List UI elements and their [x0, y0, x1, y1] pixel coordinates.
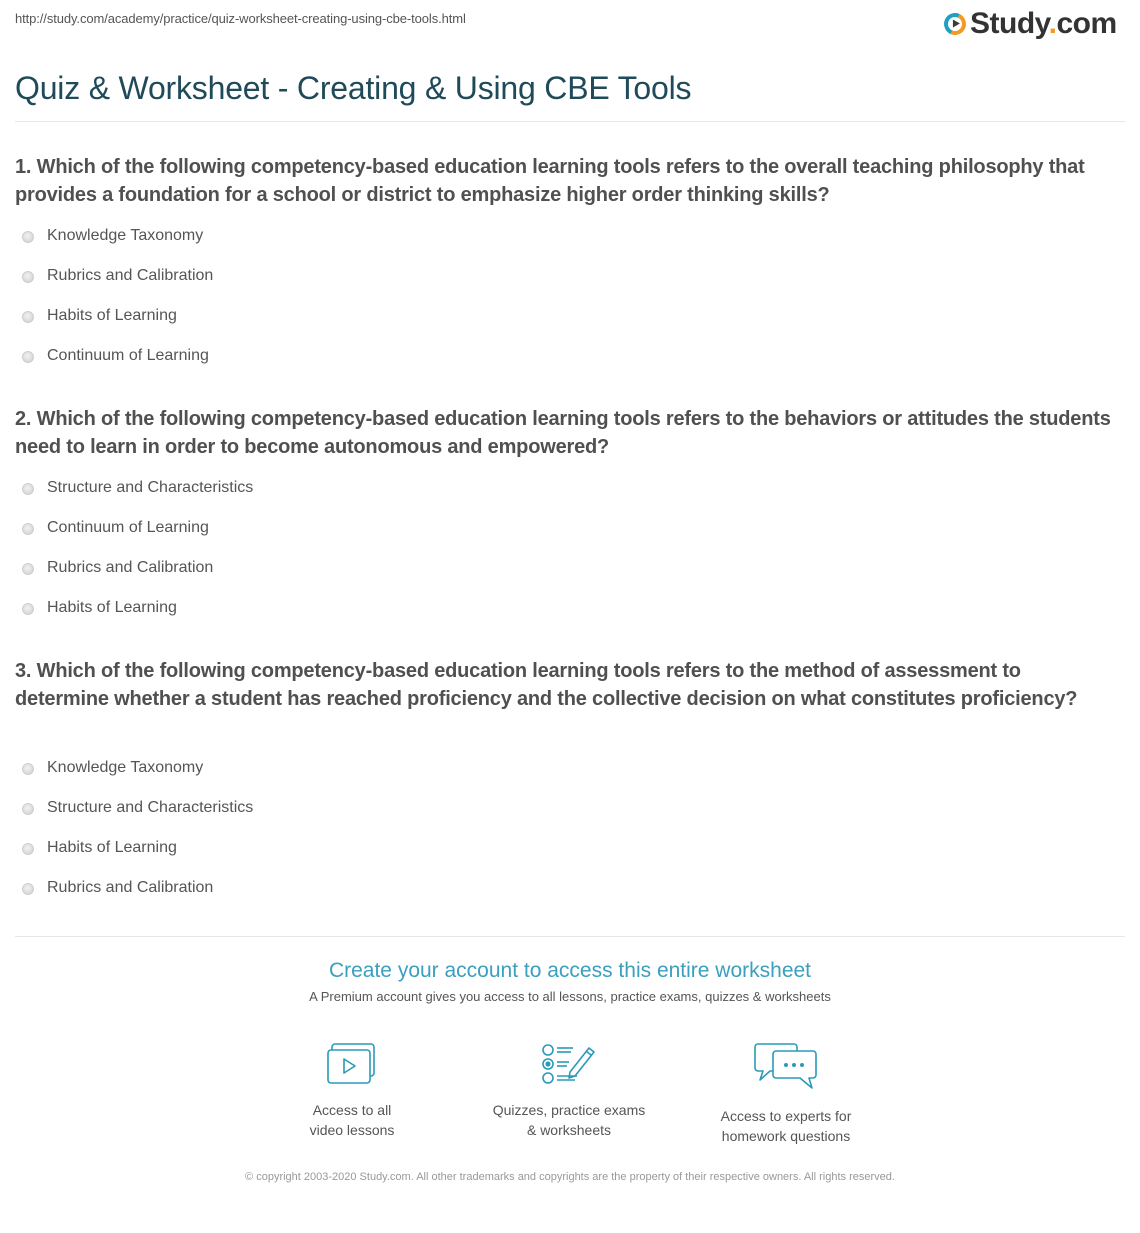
radio-button[interactable] — [22, 563, 34, 575]
cta-divider — [15, 936, 1125, 937]
answer-option[interactable] — [22, 748, 253, 788]
question-2-text: 2. Which of the following competency-based education learning tools refers to the behaviors or attitudes the students need to learn in order to become autonomous and empowered? — [15, 408, 1111, 458]
radio-button[interactable] — [22, 803, 34, 815]
feature-label: Access to all video lessons — [309, 1102, 395, 1138]
answer-option[interactable] — [22, 296, 213, 336]
answer-option[interactable] — [22, 336, 213, 376]
question-2-options — [22, 478, 253, 638]
option-label: Rubrics and Calibration — [47, 879, 214, 896]
option-label: Knowledge Taxonomy — [47, 759, 204, 776]
copyright-notice: © copyright 2003-2020 Study.com. All other trademarks and copyrights are the property of their respective owners. All rights reserved. — [245, 1171, 895, 1183]
feature-video-lessons — [252, 1042, 452, 1140]
answer-option[interactable] — [22, 216, 213, 256]
option-label: Continuum of Learning — [47, 347, 209, 364]
option-label: Rubrics and Calibration — [47, 267, 214, 284]
video-lessons-icon — [326, 1042, 378, 1086]
option-label: Habits of Learning — [47, 307, 177, 324]
feature-experts — [686, 1042, 886, 1146]
feature-quizzes — [469, 1042, 669, 1140]
study-com-logo[interactable] — [944, 9, 1117, 39]
option-label: Habits of Learning — [47, 599, 177, 616]
radio-button[interactable] — [22, 311, 34, 323]
question-1-options — [22, 226, 213, 386]
radio-button[interactable] — [22, 231, 34, 243]
chat-bubbles-icon — [754, 1042, 818, 1092]
quiz-checklist-icon — [541, 1042, 597, 1086]
answer-option[interactable] — [22, 588, 253, 628]
radio-button[interactable] — [22, 483, 34, 495]
question-3-options — [22, 758, 253, 918]
radio-button[interactable] — [22, 763, 34, 775]
option-label: Knowledge Taxonomy — [47, 227, 204, 244]
page-url: http://study.com/academy/practice/quiz-worksheet-creating-using-cbe-tools.html — [15, 11, 466, 26]
answer-option[interactable] — [22, 788, 253, 828]
answer-option[interactable] — [22, 548, 253, 588]
question-1-text: 1. Which of the following competency-based education learning tools refers to the overall teaching philosophy that provides a foundation for a school or district to emphasize higher order thinking skills? — [15, 156, 1085, 206]
answer-option[interactable] — [22, 256, 213, 296]
radio-button[interactable] — [22, 351, 34, 363]
answer-option[interactable] — [22, 468, 253, 508]
feature-label: Quizzes, practice exams & worksheets — [492, 1102, 646, 1138]
option-label: Rubrics and Calibration — [47, 559, 214, 576]
radio-button[interactable] — [22, 843, 34, 855]
option-label: Structure and Characteristics — [47, 479, 254, 496]
radio-button[interactable] — [22, 883, 34, 895]
page-title: Quiz & Worksheet - Creating & Using CBE Tools — [15, 70, 692, 106]
cta-subtitle: A Premium account gives you access to all lessons, practice exams, quizzes & worksheets — [309, 989, 831, 1004]
feature-label: Access to experts for homework questions — [720, 1108, 852, 1144]
radio-button[interactable] — [22, 523, 34, 535]
title-divider — [15, 121, 1125, 122]
radio-button[interactable] — [22, 271, 34, 283]
answer-option[interactable] — [22, 828, 253, 868]
radio-button[interactable] — [22, 603, 34, 615]
answer-option[interactable] — [22, 508, 253, 548]
option-label: Habits of Learning — [47, 839, 177, 856]
option-label: Continuum of Learning — [47, 519, 209, 536]
option-label: Structure and Characteristics — [47, 799, 254, 816]
play-circle-icon — [941, 10, 969, 38]
create-account-link[interactable]: Create your account to access this entire worksheet — [328, 959, 812, 982]
answer-option[interactable] — [22, 868, 253, 908]
logo-text: Study.com — [970, 7, 1117, 40]
question-3-text: 3. Which of the following competency-based education learning tools refers to the method of assessment to determine whether a student has reached proficiency and the collective decision on what constitutes proficiency? — [15, 660, 1078, 710]
